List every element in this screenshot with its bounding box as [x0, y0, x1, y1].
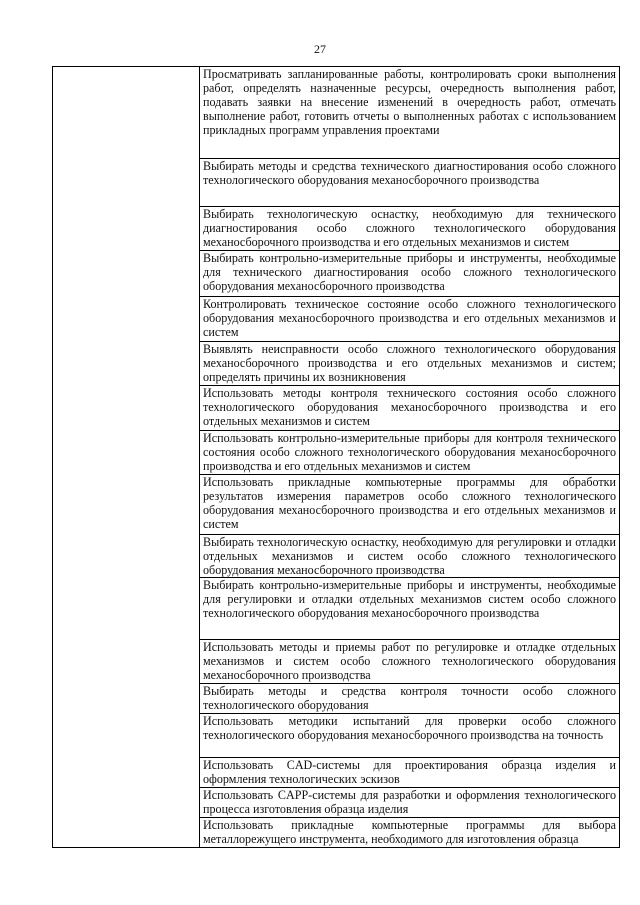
- skill-text: Выбирать методы и средства контроля точности особо сложного технологического оборудования: [203, 684, 616, 712]
- skill-cell: [200, 297, 620, 342]
- skill-cell: [200, 788, 620, 818]
- page-number: 27: [314, 42, 326, 56]
- skill-text: Использовать методики испытаний для проверки особо сложного технологического оборудования механосборочного производства на точность: [203, 714, 616, 742]
- skill-text: Использовать методы и приемы работ по регулировке и отладке отдельных механизмов и систем особо сложного технологического оборудования механосборочного производства: [203, 640, 616, 682]
- skill-text: Просматривать запланированные работы, контролировать сроки выполнения работ, определять назначенные ресурсы, очередность выполнения работ, подавать заявки на внесение изменений в очередность работ, отмечать выполнение работ, готовить отчеты о выполненных работах с использованием прикладных программ управления проектами: [203, 67, 616, 137]
- skill-cell: [200, 342, 620, 386]
- skill-cell: [200, 714, 620, 758]
- skill-text: Использовать прикладные компьютерные программы для выбора металлорежущего инструмента, необходимого для изготовления образца: [203, 818, 616, 846]
- skill-cell: [200, 578, 620, 640]
- skill-cell: [200, 818, 620, 848]
- skill-text: Использовать прикладные компьютерные программы для обработки результатов измерения параметров особо сложного технологического оборудования механосборочного производства и его отдельных механизмов и систем: [203, 475, 616, 531]
- table-row: [53, 67, 620, 159]
- skills-table: [52, 66, 620, 848]
- skill-cell: [200, 159, 620, 207]
- skill-text: Выбирать технологическую оснастку, необходимую для технического диагностирования особо сложного технологического оборудования механосборочного производства и его отдельных механизмов и систем: [203, 207, 616, 249]
- skill-cell: [200, 431, 620, 475]
- skill-text: Использовать контрольно-измерительные приборы для контроля технического состояния особо сложного технологического оборудования механосборочного производства и его отдельных механизмов и систем: [203, 431, 616, 473]
- skill-cell: [200, 67, 620, 159]
- skill-text: Выявлять неисправности особо сложного технологического оборудования механосборочного производства и его отдельных механизмов и систем; определять причины их возникновения: [203, 342, 616, 384]
- skill-cell: [200, 758, 620, 788]
- skill-cell: [200, 386, 620, 431]
- skill-cell: [200, 251, 620, 297]
- left-column-cell: [53, 67, 200, 848]
- skill-text: Использовать методы контроля технического состояния особо сложного технологического оборудования механосборочного производства и его отдельных механизмов и систем: [203, 386, 616, 428]
- skill-text: Выбирать технологическую оснастку, необходимую для регулировки и отладки отдельных механизмов и систем особо сложного технологического оборудования механосборочного производства: [203, 535, 616, 577]
- skill-text: Выбирать контрольно-измерительные приборы и инструменты, необходимые для регулировки и отладки отдельных механизмов систем особо сложного технологического оборудования механосборочного производства: [203, 578, 616, 620]
- skill-text: Использовать CAD-системы для проектирования образца изделия и оформления технологических эскизов: [203, 758, 616, 786]
- skill-cell: [200, 207, 620, 251]
- skill-cell: [200, 684, 620, 714]
- skill-text: Использовать CAPP-системы для разработки и оформления технологического процесса изготовления образца изделия: [203, 788, 616, 816]
- skill-text: Контролировать техническое состояние особо сложного технологического оборудования механосборочного производства и его отдельных механизмов и систем: [203, 297, 616, 339]
- skill-cell: [200, 475, 620, 535]
- skill-cell: [200, 535, 620, 578]
- skill-cell: [200, 640, 620, 684]
- skill-text: Выбирать методы и средства технического диагностирования особо сложного технологического оборудования механосборочного производства: [203, 159, 616, 187]
- skill-text: Выбирать контрольно-измерительные приборы и инструменты, необходимые для технического диагностирования особо сложного технологического оборудования механосборочного производства: [203, 251, 616, 293]
